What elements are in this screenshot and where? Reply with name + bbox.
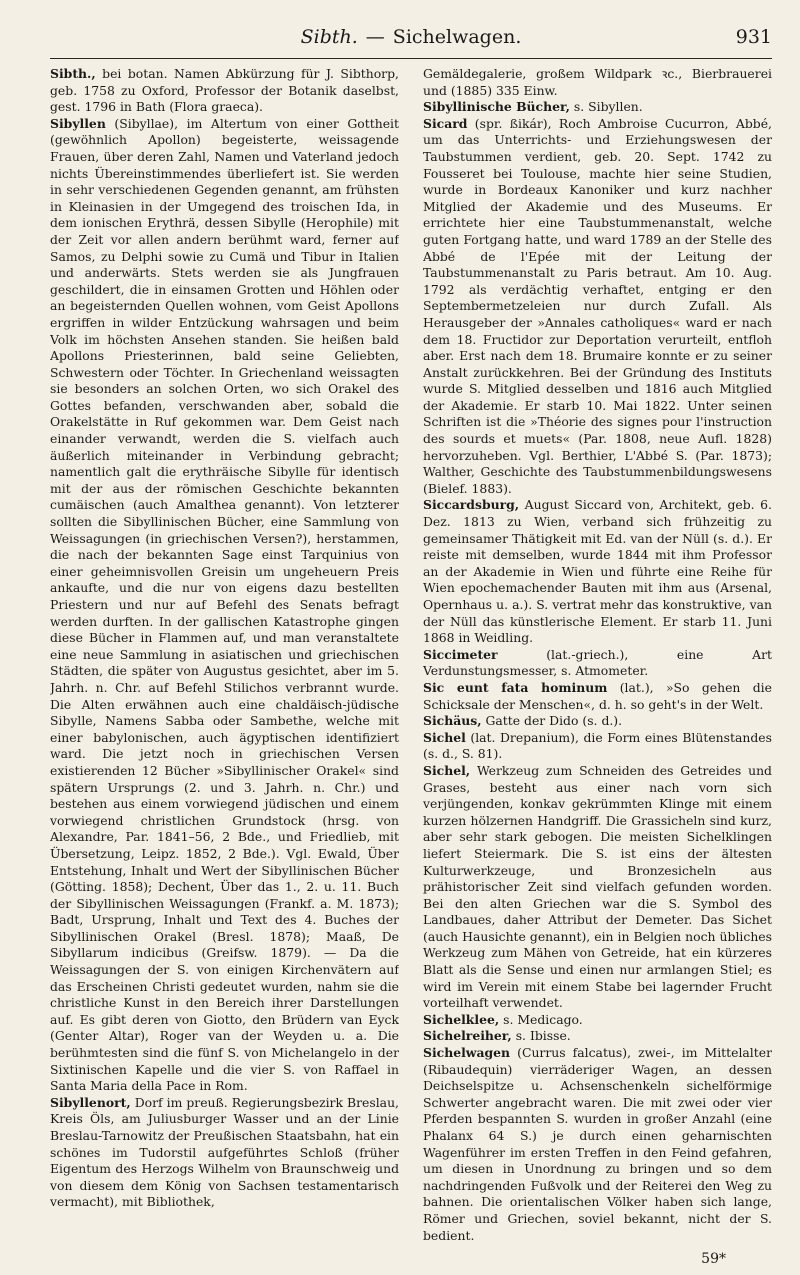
dictionary-entry xyxy=(423,116,772,498)
entry-text: Gemäldegalerie, großem Wildpark ꝛc., Bierbrauerei und (1885) 335 Einw. xyxy=(423,66,772,98)
entry-headword: Sicard xyxy=(423,115,468,131)
entry-text: (lat.-griech.), eine Art Verdunstungsmesser, s. Atmometer. xyxy=(423,646,772,679)
entry-headword: Sichelklee, xyxy=(423,1011,500,1027)
dictionary-entry xyxy=(423,713,772,730)
dictionary-entry xyxy=(423,647,772,680)
entry-headword: Sichelreiher, xyxy=(423,1028,512,1044)
dictionary-entry xyxy=(423,1045,772,1244)
dictionary-entry xyxy=(423,763,772,1012)
dictionary-entry xyxy=(423,730,772,763)
dictionary-entry xyxy=(423,1012,772,1029)
header-rule xyxy=(50,58,772,59)
header-right-term: Sichelwagen. xyxy=(392,26,522,48)
dictionary-entry xyxy=(50,66,399,116)
entry-text: (spr. ßikár), Roch Ambroise Cucurron, Abbé, um das Unterrichts- und Erziehungswesen der Taubstummen verdient, geb. 20. Sept. 1742 zu Fousseret bei Toulouse, machte hier seine Studien, wurde in Bordeaux Kanoniker und kurz nachher Mitglied der Akademie und des Museums. Er errichtete hier eine Taubstummenanstalt, welche guten Fortgang hatte, und ward 1789 an der Stelle des Abbé de l'Epée mit der Leitung der Taubstummenanstalt zu Paris betraut. Am 10. Aug. 1792 als verdächtig verhaftet, entging er den Septembermetzeleien nur durch Zufall. Als Herausgeber der »Annales catholiques« ward er nach dem 18. Fructidor zur Deportation verurteilt, entfloh aber. Erst nach dem 18. Brumaire konnte er zu seiner Anstalt zurückkehren. Bei der Gründung des Instituts wurde S. Mitglied desselben und 1816 auch Mitglied der Akademie. Er starb 10. Mai 1822. Unter seinen Schriften ist die »Théorie des signes pour l'instruction des sourds et muets« (Par. 1808, neue Aufl. 1828) hervorzuheben. Vgl. Berthier, L'Abbé S. (Par. 1873); Walther, Geschichte des Taubstummenbildungswesens (Bielef. 1883). xyxy=(423,115,772,496)
running-header xyxy=(50,26,772,56)
signature-mark: 59* xyxy=(701,1251,726,1267)
entry-text: s. Sibyllen. xyxy=(573,99,643,115)
page-number: 931 xyxy=(735,26,772,48)
entry-text: (lat.), »So gehen die Schicksale der Menschen«, d. h. so geht's in der Welt. xyxy=(423,679,772,712)
dictionary-entry xyxy=(423,66,772,99)
entry-headword: Sibyllinische Bücher, xyxy=(423,99,570,115)
dictionary-entry xyxy=(423,680,772,713)
entry-text: Gatte der Dido (s. d.). xyxy=(485,713,623,729)
entry-headword: Sibyllen xyxy=(50,115,106,131)
dictionary-entry xyxy=(423,99,772,116)
header-separator: — xyxy=(365,26,385,48)
entry-text: s. Medicago. xyxy=(503,1011,583,1027)
text-columns xyxy=(50,66,772,1247)
dictionary-entry xyxy=(50,116,399,1095)
entry-text: August Siccard von, Architekt, geb. 6. Dez. 1813 zu Wien, verband sich frühzeitig zu gemeinsamer Thätigkeit mit Ed. van der Nüll (s. d.). Er reiste mit demselben, wurde 1844 mit ihm Professor an der Akademie in Wien und führte eine Reihe für Wien epochemachender Bauten mit ihm aus (Arsenal, Opernhaus u. a.). S. vertrat mehr das konstruktive, van der Nüll das künstlerische Element. Er starb 11. Juni 1868 in Weidling. xyxy=(423,497,772,646)
entry-text: Werkzeug zum Schneiden des Getreides und Grases, besteht aus einer nach vorn sich verjüngenden, konkav gekrümmten Klinge mit einem kurzen hölzernen Handgriff. Die Grassicheln sind kurz, aber sehr stark gebogen. Die meisten Sichelklingen liefert Steiermark. Die S. ist eins der ältesten Kulturwerkzeuge, und Bronzesicheln aus prähistorischer Zeit sind vielfach gefunden worden. Bei den alten Griechen war die S. Symbol des Landbaues, daher Attribut der Demeter. Das Sichet (auch Hausichte genannt), ein in Belgien noch übliches Werkzeug zum Mähen von Getreide, hat ein kürzeres Blatt als die Sense und einen nur armlangen Stiel; es wird im Verein mit einem Stabe bei lagernder Frucht vorteilhaft verwendet. xyxy=(423,762,772,1011)
entry-headword: Sibth., xyxy=(50,66,96,81)
dictionary-entry xyxy=(423,1028,772,1045)
entry-text: Dorf im preuß. Regierungsbezirk Breslau, Kreis Öls, am Juliusburger Wasser und an der Linie Breslau-Tarnowitz der Preußischen Staatsbahn, hat ein schönes im Tudorstil aufgeführtes Schloß (früher Eigentum des Herzogs Wilhelm von Braunschweig und von diesem dem König von Sachsen testamentarisch vermacht), mit Bibliothek, xyxy=(50,1094,399,1210)
entry-headword: Sichel xyxy=(423,729,466,745)
header-left-term: Sibth. xyxy=(300,26,358,48)
entry-headword: Sibyllenort, xyxy=(50,1094,131,1110)
right-column xyxy=(423,66,772,1247)
left-column xyxy=(50,66,399,1247)
entry-headword: Siccardsburg, xyxy=(423,497,520,513)
entry-headword: Sichelwagen xyxy=(423,1045,511,1061)
entry-text: (lat. Drepanium), die Form eines Blütenstandes (s. d., S. 81). xyxy=(423,729,772,762)
entry-headword: Sichäus, xyxy=(423,713,482,729)
entry-text: (Currus falcatus), zwei-, im Mittelalter (Ribaudequin) vierräderiger Wagen, an dessen Deichselspitze u. Achsenschenkeln sichelförmige Schwerter angebracht waren. Die mit zwei oder vier Pferden bespannten S. wurden in großer Anzahl (eine Phalanx 64 S.) je durch einen geharnischten Wagenführer im ersten Treffen in den Feind gefahren, um diesen in Unordnung zu bringen und so dem nachdringenden Fußvolk und der Reiterei den Weg zu bahnen. Die orientalischen Völker haben sich lange, Römer und Griechen, soviel bekannt, nicht der S. bedient. xyxy=(423,1045,772,1243)
entry-text: bei botan. Namen Abkürzung für J. Sibthorp, geb. 1758 zu Oxford, Professor der Botanik daselbst, gest. 1796 in Bath (Flora graeca). xyxy=(50,66,399,115)
entry-headword: Sichel, xyxy=(423,762,471,778)
dictionary-entry xyxy=(423,497,772,646)
entry-text: (Sibyllae), im Altertum von einer Gottheit (gewöhnlich Apollon) begeisterte, weissagende Frauen, über deren Zahl, Namen und Vaterland jedoch nichts Übereinstimmendes überliefert ist. Sie werden in sehr verschiedenen Gegenden genannt, am frühsten in Kleinasien in der Umgegend des troischen Ida, in dem ionischen Erythrä, dessen Sibylle (Herophile) mit der Zeit vor allen andern berühmt ward, ferner auf Samos, zu Delphi sowie zu Cumä und Tibur in Italien und anderwärts. Stets werden sie als Jungfrauen geschildert, die in einsamen Grotten und Höhlen oder an begeisternden Quellen wohnen, vom Geist Apollons ergriffen in wilder Entzückung wahrsagen und beim Volk im höchsten Ansehen standen. Sie heißen bald Apollons Priesterinnen, bald seine Geliebten, Schwestern oder Töchter. In Griechenland weissagten sie besonders an solchen Orten, wo sich Orakel des Gottes befanden, verschwanden aber, sobald die Orakelstätte in Ruf gekommen war. Dem Geist nach einander verwandt, werden die S. vielfach auch äußerlich miteinander in Verbindung gebracht; namentlich galt die erythräische Sibylle für identisch mit der aus der römischen Geschichte bekannten cumäischen (auch Amalthea genannt). Von letzterer sollten die Sibyllinischen Bücher, eine Sammlung von Weissagungen (in griechischen Versen?), herstammen, die nach der bekannten Sage einst Tarquinius von einer geheimnisvollen Greisin um ungeheuern Preis ankaufte, und die nur von eigens dazu bestellten Priestern und nur auf Befehl des Senats befragt werden durften. In der gallischen Katastrophe gingen diese Bücher in Flammen auf, und man veranstaltete eine neue Sammlung in asiatischen und griechischen Städten, die später von Augustus gesichtet, aber im 5. Jahrh. n. Chr. auf Befehl Stilichos verbrannt wurde. Die Alten erwähnen auch eine chaldäisch-jüdische Sibylle, Namens Sabba oder Sambethe, welche mit einer babylonischen, auch ägyptischen identifiziert ward. Die jetzt noch in griechischen Versen existierenden 12 Bücher »Sibyllinischer Orakel« sind spätern Ursprungs (2. und 3. Jahrh. n. Chr.) und bestehen aus einem vorwiegend jüdischen und einem vorwiegend christlichen Grundstock (hrsg. von Alexandre, Par. 1841–56, 2 Bde., und Friedlieb, mit Übersetzung, Leipz. 1852, 2 Bde.). Vgl. Ewald, Über Entstehung, Inhalt und Wert der Sibyllinischen Bücher (Götting. 1858); Dechent, Über das 1., 2. u. 11. Buch der Sibyllinischen Weissagungen (Frankf. a. M. 1873); Badt, Ursprung, Inhalt und Text des 4. Buches der Sibyllinischen Orakel (Bresl. 1878); Maaß, De Sibyllarum indicibus (Greifsw. 1879). — Da die Weissagungen der S. von einigen Kirchenvätern auf das Erscheinen Christi gedeutet wurden, nahm sie die christliche Kunst in den Bereich ihrer Darstellungen auf. Es gibt deren von Giotto, den Brüdern van Eyck (Genter Altar), Roger van der Weyden u. a. Die berühmtesten sind die fünf S. von Michelangelo in der Sixtinischen Kapelle und die vier S. von Raffael in Santa Maria della Pace in Rom. xyxy=(50,115,399,1094)
entry-headword: Sic eunt fata hominum xyxy=(423,679,608,695)
dictionary-entry xyxy=(50,1095,399,1211)
entry-text: s. Ibisse. xyxy=(515,1028,571,1044)
entry-headword: Siccimeter xyxy=(423,646,498,662)
